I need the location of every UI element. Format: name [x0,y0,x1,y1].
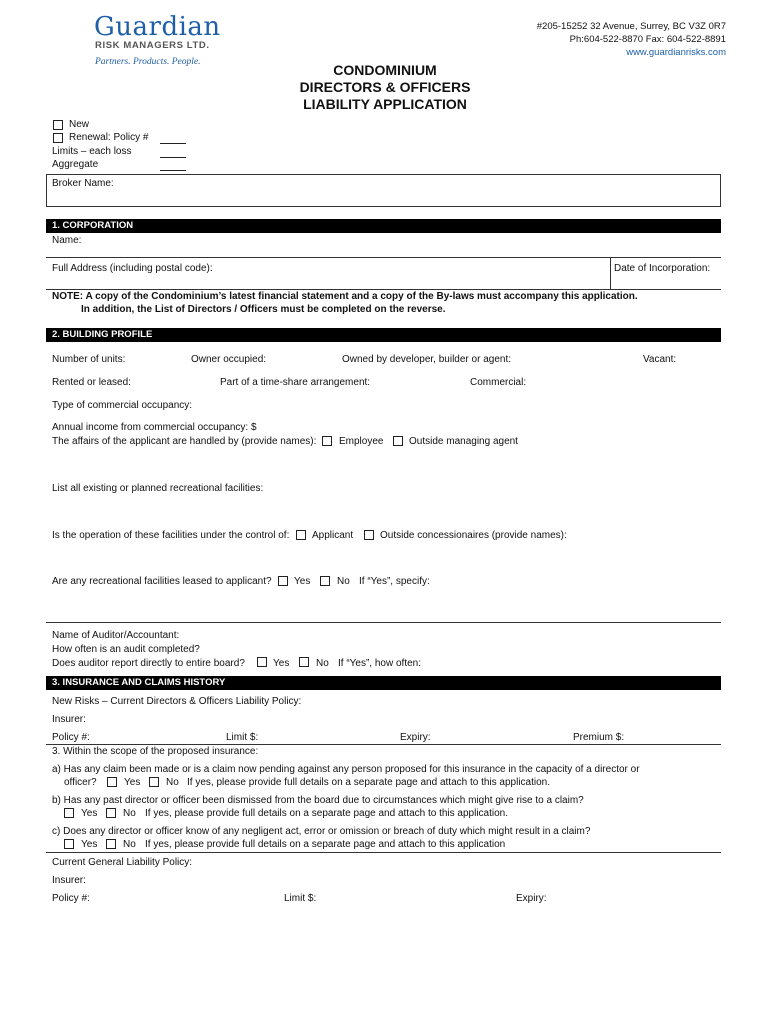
facilities-leased-label: Are any recreational facilities leased to applicant? [52,576,272,587]
section-building-title: 2. BUILDING PROFILE [52,329,153,340]
company-phone-fax: Ph:604-522-8870 Fax: 604-522-8891 [569,34,726,45]
divider [46,289,721,290]
section-insurance-title: 3. INSURANCE AND CLAIMS HISTORY [52,677,226,688]
question-c-instruction: If yes, please provide full details on a separate page and attach to this application [145,839,506,850]
expiry-label: Expiry: [400,732,431,743]
qa-yes-checkbox[interactable] [107,777,117,787]
qa-yes-label: Yes [124,777,141,788]
qa-no-label: No [166,777,179,788]
scope-label: 3. Within the scope of the proposed insurance: [52,746,259,757]
auditor-how-often-label: If “Yes”, how often: [338,658,422,669]
qa-no-checkbox[interactable] [149,777,159,787]
question-c-line1: c) Does any director or officer know of any negligent act, error or omission or breach of duty which might result in a claim? [52,826,591,837]
new-checkbox[interactable] [53,120,63,130]
limits-field[interactable] [160,157,186,158]
note-line1: NOTE: A copy of the Condominium’s latest financial statement and a copy of the By-laws must accompany this application. [52,291,638,302]
recreational-facilities-label: List all existing or planned recreational facilities: [52,483,264,494]
divider [46,744,721,745]
annual-income-label: Annual income from commercial occupancy: $ [52,422,257,433]
company-tagline: Partners. Products. People. [95,57,201,67]
insurer-label: Insurer: [52,714,86,725]
leased-yes-label: Yes [294,576,311,587]
general-liability-label: Current General Liability Policy: [52,857,193,868]
auditor-yes-checkbox[interactable] [257,657,267,667]
divider [46,257,721,258]
concessionaires-label: Outside concessionaires (provide names): [380,530,567,541]
qb-yes-label: Yes [81,808,98,819]
section-building-header [46,328,721,342]
note-line2: In addition, the List of Directors / Officers must be completed on the reverse. [81,304,446,315]
policy-number-label: Policy #: [52,732,90,743]
concessionaires-checkbox[interactable] [364,530,374,540]
employee-checkbox[interactable] [322,436,332,446]
form-title-line1: CONDOMINIUM [333,62,437,78]
qc-no-label: No [123,839,136,850]
new-label: New [69,119,90,130]
question-a-line1: a) Has any claim been made or is a claim now pending against any person proposed for this insurance in the capacity of a director or [52,764,640,775]
form-title-line3: LIABILITY APPLICATION [303,96,467,112]
qb-no-label: No [123,808,136,819]
leased-specify-label: If “Yes”, specify: [359,576,430,587]
renewal-label: Renewal: Policy # [69,132,149,143]
premium-label: Premium $: [573,732,625,743]
rented-label: Rented or leased: [52,377,131,388]
broker-name-label: Broker Name: [52,178,114,189]
company-logo-subtitle: RISK MANAGERS LTD. [95,40,210,51]
form-title-line2: DIRECTORS & OFFICERS [299,79,471,95]
aggregate-field[interactable] [160,170,186,171]
qc-yes-checkbox[interactable] [64,839,74,849]
section-corporation-title: 1. CORPORATION [52,220,134,231]
gl-expiry-label: Expiry: [516,893,547,904]
units-label: Number of units: [52,354,126,365]
qc-yes-label: Yes [81,839,98,850]
owner-occupied-label: Owner occupied: [191,354,267,365]
applicant-checkbox[interactable] [296,530,306,540]
date-incorporation-label: Date of Incorporation: [614,263,711,274]
auditor-name-label: Name of Auditor/Accountant: [52,630,180,641]
full-address-label: Full Address (including postal code): [52,263,213,274]
developer-owned-label: Owned by developer, builder or agent: [342,354,511,365]
corporation-name-label: Name: [52,235,82,246]
outside-agent-label: Outside managing agent [409,436,518,447]
section-corporation-header [46,219,721,233]
facilities-control-label: Is the operation of these facilities under the control of: [52,530,290,541]
timeshare-label: Part of a time-share arrangement: [220,377,371,388]
renewal-checkbox[interactable] [53,133,63,143]
question-b-line1: b) Has any past director or officer been dismissed from the board due to circumstances which might give rise to a claim? [52,795,584,806]
qb-no-checkbox[interactable] [106,808,116,818]
gl-policy-number-label: Policy #: [52,893,90,904]
applicant-label: Applicant [312,530,354,541]
divider [46,852,721,853]
auditor-no-checkbox[interactable] [299,657,309,667]
qc-no-checkbox[interactable] [106,839,116,849]
outside-agent-checkbox[interactable] [393,436,403,446]
new-risks-label: New Risks – Current Directors & Officers Liability Policy: [52,696,302,707]
limit-label: Limit $: [226,732,259,743]
company-website-link[interactable]: www.guardianrisks.com [626,47,726,58]
divider [610,257,611,289]
gl-insurer-label: Insurer: [52,875,86,886]
company-address: #205-15252 32 Avenue, Surrey, BC V3Z 0R7 [536,21,726,32]
employee-label: Employee [339,436,384,447]
commercial-occupancy-label: Type of commercial occupancy: [52,400,193,411]
qb-yes-checkbox[interactable] [64,808,74,818]
section-insurance-header [46,676,721,690]
broker-name-box[interactable] [46,174,721,207]
company-logo-name: Guardian [94,12,221,42]
leased-yes-checkbox[interactable] [278,576,288,586]
leased-no-checkbox[interactable] [320,576,330,586]
affairs-handled-label: The affairs of the applicant are handled by (provide names): [52,436,317,447]
question-a-instruction: If yes, please provide full details on a separate page and attach to this application. [187,777,551,788]
vacant-label: Vacant: [643,354,677,365]
divider [46,622,721,623]
renewal-policy-field[interactable] [160,143,186,144]
aggregate-label: Aggregate [52,159,99,170]
question-a-officer-label: officer? [64,777,97,788]
auditor-report-label: Does auditor report directly to entire board? [52,658,245,669]
question-b-instruction: If yes, please provide full details on a separate page and attach to this application. [145,808,509,819]
commercial-label: Commercial: [470,377,527,388]
auditor-no-label: No [316,658,329,669]
leased-no-label: No [337,576,350,587]
audit-frequency-label: How often is an audit completed? [52,644,200,655]
gl-limit-label: Limit $: [284,893,317,904]
limits-label: Limits – each loss [52,146,132,157]
auditor-yes-label: Yes [273,658,290,669]
